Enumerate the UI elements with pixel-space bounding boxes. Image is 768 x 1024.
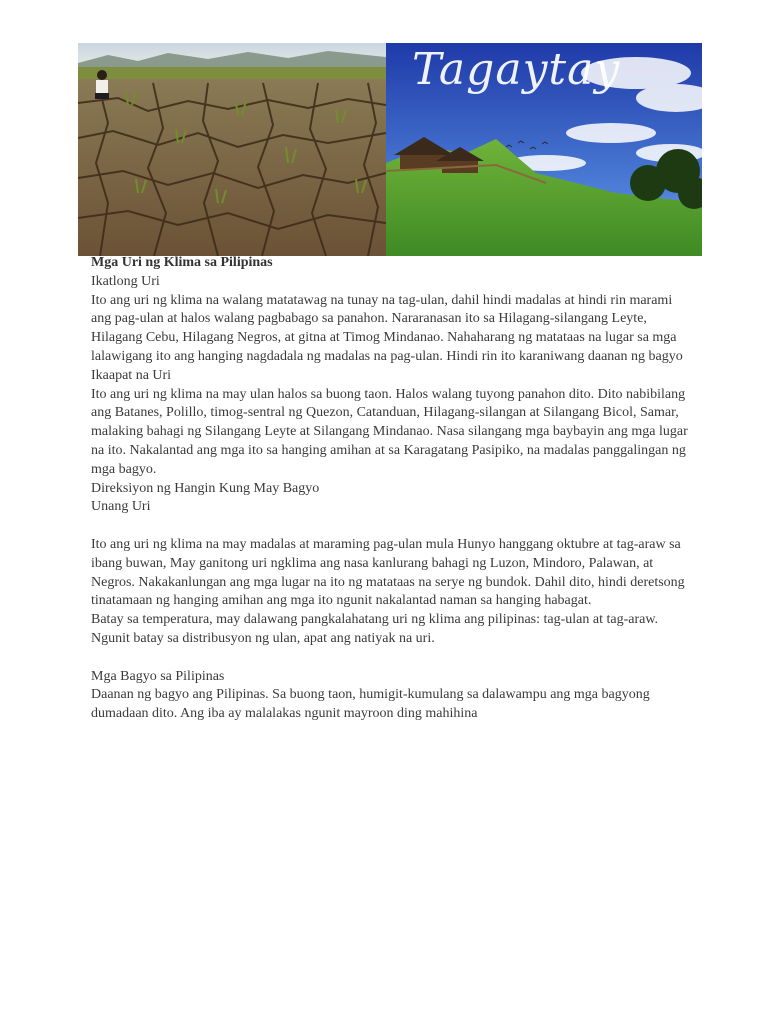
document-body [91,254,691,724]
farmer-figure [95,70,109,99]
paragraph-batay-sa-temperatura: Batay sa temperatura, may dalawang pangkalahatang uri ng klima ang pilipinas: tag-ulan at tag-araw. Ngunit batay sa distribusyon ng ulan, apat ang natiyak na uri. [91,612,659,646]
heading-ikaapat-na-uri: Ikaapat na Uri [91,367,172,383]
paragraph-ikaapat-na-uri: Ito ang uri ng klima na may ulan halos sa buong taon. Halos walang tuyong panahon dito. Dito nabibilang ang Batanes, Polillo, timog-sentral ng Quezon, Catanduan, Hilagang-silangan at Silangang Bicol, Samar, malaking bahagi ng Silangang Leyte at Silangang Mindanao. Nasa silangang mga baybayin ang mga lugar na ito. Nakalantad ang mga ito sa hanging amihan at sa Karagatang Pasipiko, na madalas panggalingan ng mga bagyo. [91,386,688,477]
heading-ikatlong-uri: Ikatlong Uri [91,273,160,289]
paragraph-ikatlong-uri: Ito ang uri ng klima na walang matatawag na tunay na tag-ulan, dahil hindi madalas at hindi rin marami ang pag-ulan at halos walang pagbabago sa panahon. Nararanasan ito sa Hilagang-silangang Leyte, Hilagang Cebu, Hilagang Negros, at gitna at Timog Mindanao. Nahaharang ng matataas na lugar sa mga lalawigang ito ang hanging nagdadala ng madalas na pag-ulan. Hindi rin ito karaniwang daanan ng bagyo [91,292,683,364]
photo-caption-tagaytay: Tagaytay [412,44,621,95]
paragraph-mga-bagyo: Daanan ng bagyo ang Pilipinas. Sa buong taon, humigit-kumulang sa dalawampu ang mga bagyong dumadaan dito. Ang iba ay malalakas ngunit mayroon ding mahihina [91,687,650,722]
paragraph-unang-uri: Ito ang uri ng klima na may madalas at maraming pag-ulan mula Hunyo hanggang oktubre at tag-araw sa ibang buwan, May ganitong uri ngklima ang nasa kanlurang bahagi ng Luzon, Mindoro, Palawan, at Negros. Nakakanlungan ang mga lugar na ito ng matataas na serye ng bundok. Dahil dito, hindi deretsong tinatamaan ng hanging amihan ang mga ito ngunit nakalantad naman sa hanging habagat. [91,536,685,609]
document-title: Mga Uri ng Klima sa Pilipinas [91,255,273,270]
blank-line [91,649,691,668]
blank-line [91,517,691,536]
header-image-strip [78,43,702,256]
heading-unang-uri: Unang Uri [91,499,151,515]
drought-field-photo [78,43,386,256]
heading-mga-bagyo: Mga Bagyo sa Pilipinas [91,668,225,684]
cracked-dry-field-illustration [78,43,386,256]
tagaytay-photo [386,43,702,256]
heading-direksiyon-ng-hangin: Direksiyon ng Hangin Kung May Bagyo [91,480,320,496]
